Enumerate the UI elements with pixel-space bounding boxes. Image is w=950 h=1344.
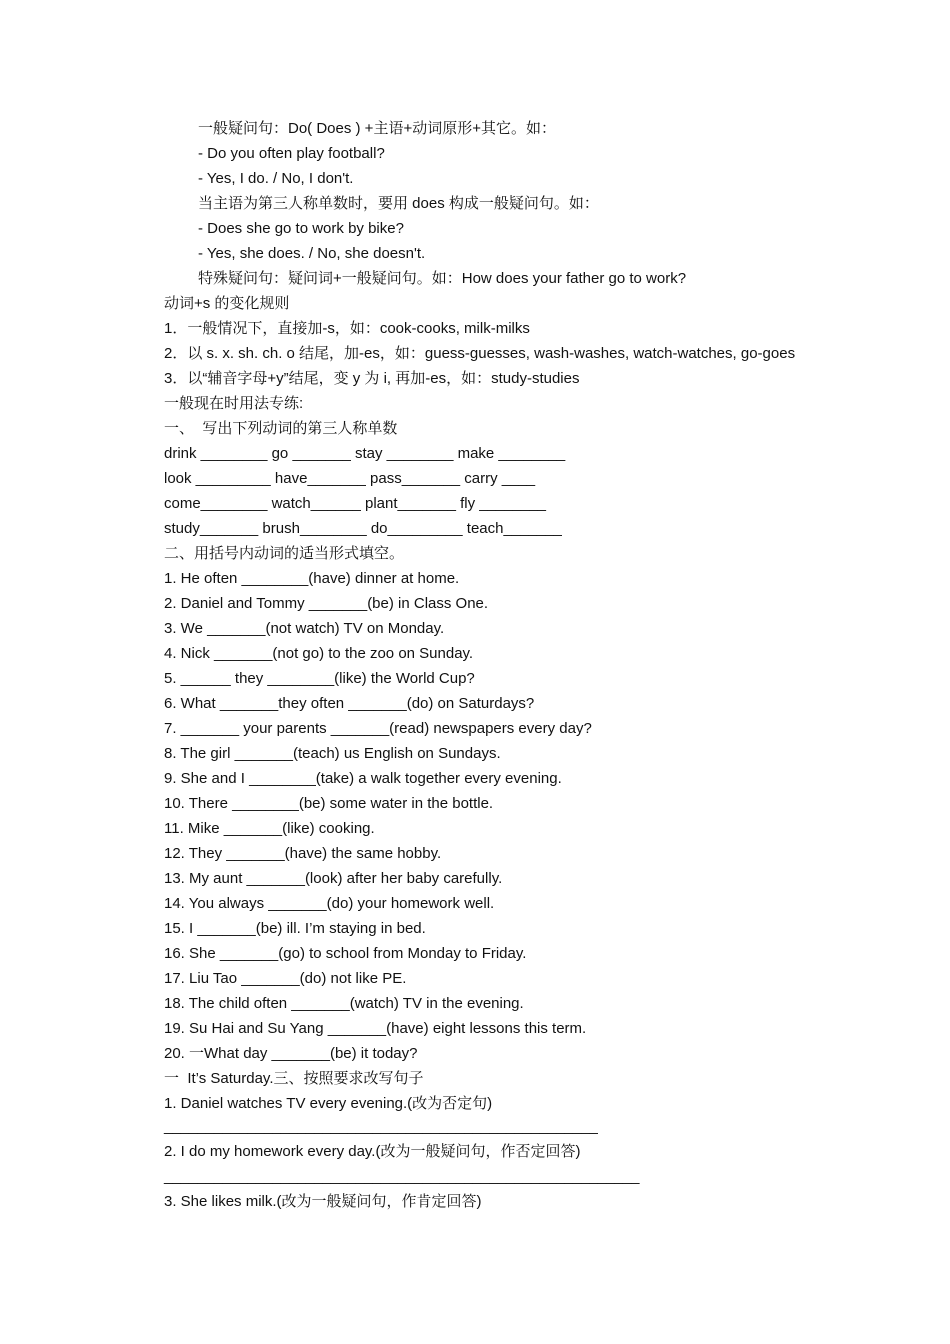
verb-blank-row: look _________ have_______ pass_______ carry ____ xyxy=(164,470,536,487)
text-line-example-question: - Do you often play football? xyxy=(198,145,385,162)
exercise-item: 16. She _______(go) to school from Monday to Friday. xyxy=(164,945,527,962)
exercise-item: 2. Daniel and Tommy _______(be) in Class One. xyxy=(164,595,489,612)
exercise-item: 11. Mike _______(like) cooking. xyxy=(164,820,375,837)
exercise-item: 15. I _______(be) ill. I’m staying in bed. xyxy=(164,920,426,937)
rewrite-item: 1. Daniel watches TV every evening.(改为否定句) xyxy=(164,1095,493,1112)
text-line-example-answer: - Yes, she does. / No, she doesn't. xyxy=(198,245,426,262)
rule-item: 3．以“辅音字母+y”结尾，变 y 为 i, 再加-es，如：study-studies xyxy=(164,370,580,387)
rewrite-item: 3. She likes milk.(改为一般疑问句，作肯定回答) xyxy=(164,1193,482,1210)
rule-item: 2．以 s. x. sh. ch. o 结尾，加-es，如：guess-guesses, wash-washes, watch-watches, go-goes xyxy=(164,345,796,362)
exercise-item: 4. Nick _______(not go) to the zoo on Sunday. xyxy=(164,645,474,662)
exercise-heading-1: 一、 写出下列动词的第三人称单数 xyxy=(164,420,398,437)
exercise-item: 14. You always _______(do) your homework well. xyxy=(164,895,495,912)
exercise-item: 8. The girl _______(teach) us English on Sundays. xyxy=(164,745,501,762)
text-line-third-person-rule: 当主语为第三人称单数时，要用 does 构成一般疑问句。如： xyxy=(198,195,599,212)
exercise-item: 10. There ________(be) some water in the bottle. xyxy=(164,795,494,812)
exercise-item: 6. What _______they often _______(do) on Saturdays? xyxy=(164,695,535,712)
exercise-item: 20. 一What day _______(be) it today? xyxy=(164,1045,418,1062)
text-line-general-question-rule: 一般疑问句：Do( Does ) +主语+动词原形+其它。如： xyxy=(198,120,556,137)
exercise-item: 1. He often ________(have) dinner at home. xyxy=(164,570,460,587)
text-line-special-question-rule: 特殊疑问句：疑问词+一般疑问句。如：How does your father go to work? xyxy=(198,270,687,287)
text-line-example-question: - Does she go to work by bike? xyxy=(198,220,404,237)
exercise-item: 9. She and I ________(take) a walk together every evening. xyxy=(164,770,562,787)
rule-item: 1．一般情况下，直接加-s，如：cook-cooks, milk-milks xyxy=(164,320,530,337)
verb-blank-row: drink ________ go _______ stay ________ make ________ xyxy=(164,445,566,462)
exercise-item: 17. Liu Tao _______(do) not like PE. xyxy=(164,970,407,987)
exercise-item: 7. _______ your parents _______(read) newspapers every day? xyxy=(164,720,592,737)
verb-blank-row: study_______ brush________ do_________ teach_______ xyxy=(164,520,562,537)
text-line-example-answer: - Yes, I do. / No, I don't. xyxy=(198,170,354,187)
exercise-item: 12. They _______(have) the same hobby. xyxy=(164,845,442,862)
section-heading-practice: 一般现在时用法专练: xyxy=(164,395,304,412)
answer-line: ____________________________________________________ xyxy=(164,1118,598,1135)
exercise-item: 18. The child often _______(watch) TV in the evening. xyxy=(164,995,524,1012)
exercise-item: 13. My aunt _______(look) after her baby carefully. xyxy=(164,870,503,887)
rewrite-item: 2. I do my homework every day.(改为一般疑问句，作否定回答) xyxy=(164,1143,581,1160)
exercise-item: 5. ______ they ________(like) the World Cup? xyxy=(164,670,475,687)
exercise-item: 3. We _______(not watch) TV on Monday. xyxy=(164,620,445,637)
exercise-item: 19. Su Hai and Su Yang _______(have) eight lessons this term. xyxy=(164,1020,587,1037)
exercise-heading-3: 一 It’s Saturday.三、按照要求改写句子 xyxy=(164,1070,424,1087)
verb-blank-row: come________ watch______ plant_______ fly ________ xyxy=(164,495,546,512)
answer-line: _________________________________________________________ xyxy=(164,1168,640,1185)
section-heading-verb-s-rules: 动词+s 的变化规则 xyxy=(164,295,290,312)
exercise-heading-2: 二、用括号内动词的适当形式填空。 xyxy=(164,545,405,562)
